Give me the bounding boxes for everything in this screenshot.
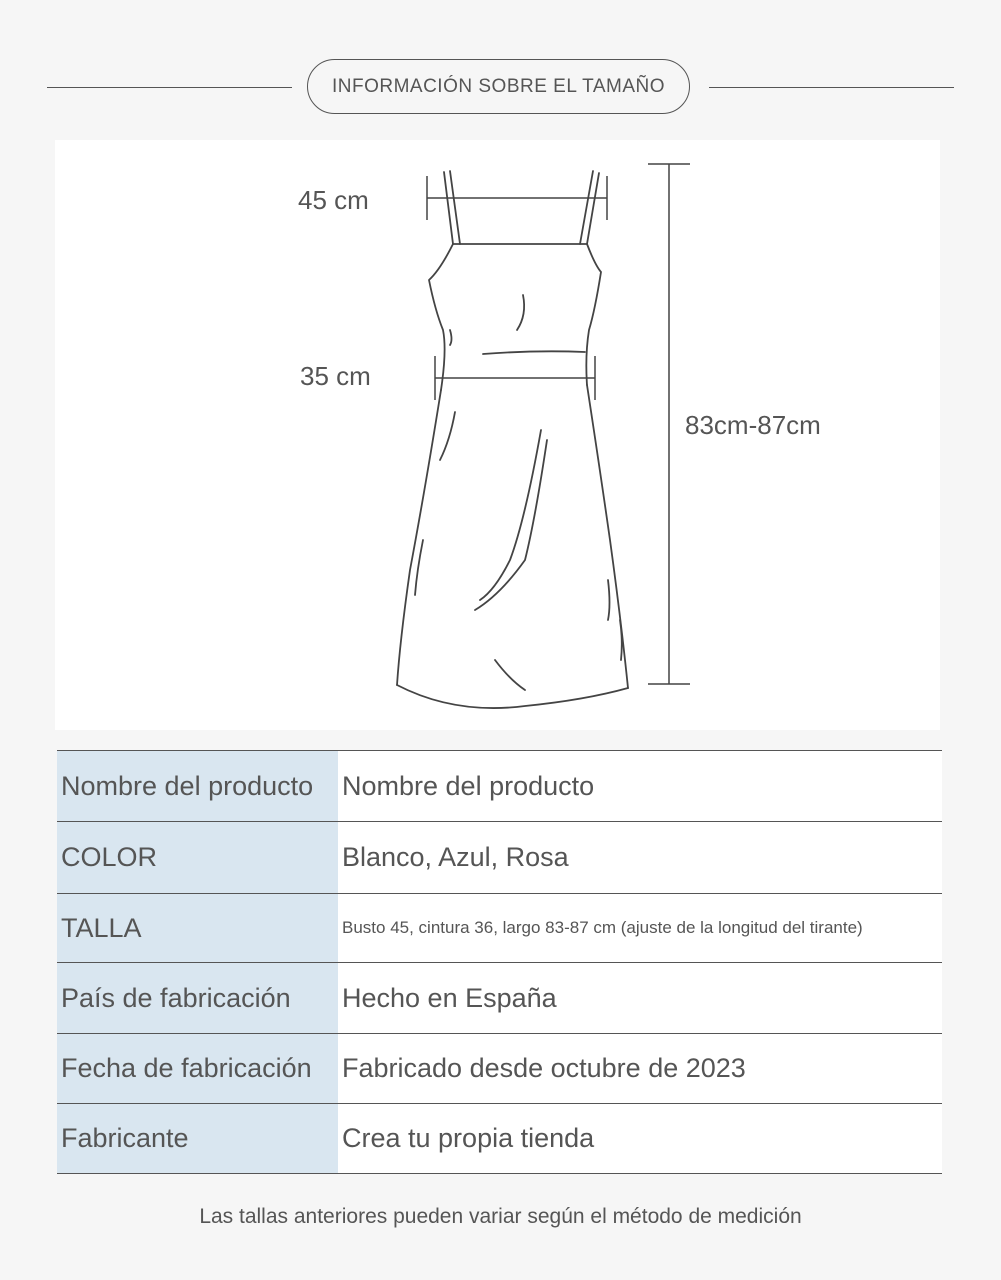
section-title: INFORMACIÓN SOBRE EL TAMAÑO bbox=[307, 59, 690, 114]
header-divider-left bbox=[47, 87, 292, 88]
row-value: Nombre del producto bbox=[338, 751, 942, 822]
table-row bbox=[57, 822, 942, 894]
row-value: Fabricado desde octubre de 2023 bbox=[338, 1034, 942, 1104]
length-measurement-label: 83cm-87cm bbox=[685, 410, 821, 440]
row-key: Fabricante bbox=[57, 1104, 338, 1174]
waist-measurement-label: 35 cm bbox=[300, 361, 371, 391]
table-row bbox=[57, 894, 942, 963]
row-key: Fecha de fabricación bbox=[57, 1034, 338, 1104]
product-info-table bbox=[57, 750, 942, 1174]
footer-note: Las tallas anteriores pueden variar según el método de medición bbox=[199, 1205, 802, 1228]
table-row bbox=[57, 1104, 942, 1174]
row-key: COLOR bbox=[57, 822, 338, 894]
header-divider-right bbox=[709, 87, 954, 88]
row-key: País de fabricación bbox=[57, 963, 338, 1034]
row-key: Nombre del producto bbox=[57, 751, 338, 822]
size-diagram bbox=[55, 140, 940, 730]
bust-measurement-label: 45 cm bbox=[298, 185, 369, 215]
table-row bbox=[57, 1034, 942, 1104]
row-value: Hecho en España bbox=[338, 963, 942, 1034]
table-row bbox=[57, 751, 942, 822]
row-key: TALLA bbox=[57, 894, 338, 963]
row-value: Blanco, Azul, Rosa bbox=[338, 822, 942, 894]
row-value: Busto 45, cintura 36, largo 83-87 cm (ajuste de la longitud del tirante) bbox=[338, 894, 942, 963]
table-row bbox=[57, 963, 942, 1034]
row-value: Crea tu propia tienda bbox=[338, 1104, 942, 1174]
